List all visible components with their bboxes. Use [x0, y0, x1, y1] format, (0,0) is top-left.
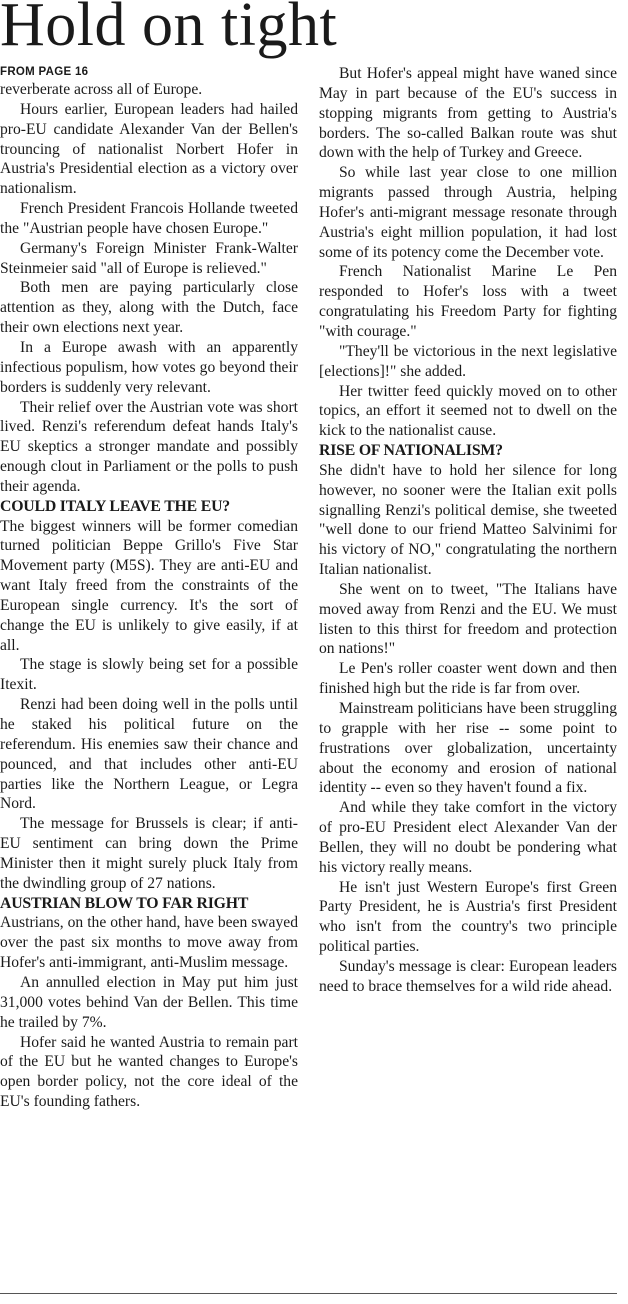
section-heading: COULD ITALY LEAVE THE EU? — [0, 497, 230, 515]
paragraph: "They'll be victorious in the next legislative [elections]!" she added. — [319, 342, 617, 380]
left-column-body — [0, 80, 298, 1112]
paragraph: Their relief over the Austrian vote was short lived. Renzi's referendum defeat hands Italy's EU skeptics a stronger mandate and possibly enough clout in Parliament or the polls to push their agenda. — [0, 398, 298, 495]
paragraph: Germany's Foreign Minister Frank-Walter Steinmeier said "all of Europe is relieved." — [0, 239, 298, 277]
paragraph: The biggest winners will be former comedian turned politician Beppe Grillo's Five Star Movement party (M5S). They are anti-EU and want Italy freed from the constraints of the European single currency. It's the sort of change the EU is unlikely to give easily, if at all. — [0, 517, 298, 654]
paragraph: The message for Brussels is clear; if anti-EU sentiment can bring down the Prime Minister then it might surely pluck Italy from the dwindling group of 27 nations. — [0, 815, 298, 892]
paragraph: Hours earlier, European leaders had hailed pro-EU candidate Alexander Van der Bellen's trouncing of nationalist Norbert Hofer in Austria's Presidential election as a victory over nationalism. — [0, 100, 298, 198]
paragraph: French Nationalist Marine Le Pen responded to Hofer's loss with a tweet congratulating his Freedom Party for fighting "with courage." — [319, 263, 617, 340]
right-column-body — [319, 64, 617, 997]
left-column — [0, 64, 298, 1112]
paragraph: French President Francois Hollande tweeted the "Austrian people have chosen Europe." — [0, 200, 298, 237]
section-heading: AUSTRIAN BLOW TO FAR RIGHT — [0, 894, 249, 912]
section-heading: RISE OF NATIONALISM? — [319, 442, 503, 460]
paragraph: He isn't just Western Europe's first Green Party President, he is Austria's first President who isn't from the country's two principle political parties. — [319, 878, 617, 956]
paragraph: Both men are paying particularly close attention as they, along with the Dutch, face their own elections next year. — [0, 279, 298, 337]
headline: Hold on tight — [0, 0, 338, 59]
paragraph: reverberate across all of Europe. — [0, 81, 203, 98]
paragraph: Renzi had been doing well in the polls until he staked his political future on the referendum. His enemies saw their chance and pounced, and that includes other anti-EU parties like the Northern League, or Legra Nord. — [0, 696, 298, 813]
paragraph: Mainstream politicians have been struggling to grapple with her rise -- some point to frustrations over globalization, uncertainty about the economy and erosion of national identity -- even so they haven't found a fix. — [319, 700, 617, 797]
paragraph: Her twitter feed quickly moved on to other topics, an effort it seemed not to dwell on the kick to the nationalist cause. — [319, 382, 617, 440]
paragraph: In a Europe awash with an apparently infectious populism, how votes go beyond their borders is suddenly very relevant. — [0, 338, 298, 396]
paragraph: And while they take comfort in the victory of pro-EU President elect Alexander Van der Bellen, they will no doubt be pondering what his victory really means. — [319, 799, 617, 876]
paragraph: So while last year close to one million migrants passed through Austria, helping Hofer's anti-migrant message resonate through Austria's eight million population, it had lost some of its potency come the December vote. — [319, 164, 617, 261]
paragraph: An annulled election in May put him just 31,000 votes behind Van der Bellen. This time he trailed by 7%. — [0, 973, 298, 1031]
paragraph: Austrians, on the other hand, have been swayed over the past six months to move away from Hofer's anti-immigrant, anti-Muslim message. — [0, 914, 298, 972]
continued-from-label: FROM PAGE 16 — [0, 66, 89, 78]
paragraph: Le Pen's roller coaster went down and then finished high but the ride is far from over. — [319, 660, 617, 698]
paragraph: She didn't have to hold her silence for long however, no sooner were the Italian exit polls signalling Renzi's political demise, she tweeted "well done to our friend Matteo Salvinimi for his victory of NO," congratulating the northern Italian nationalist. — [319, 461, 617, 579]
paragraph: Sunday's message is clear: European leaders need to brace themselves for a wild ride ahead. — [319, 957, 617, 995]
bottom-rule — [0, 1293, 617, 1294]
paragraph: She went on to tweet, "The Italians have moved away from Renzi and the EU. We must listen to this thirst for freedom and protection on nations!" — [319, 580, 617, 658]
paragraph: The stage is slowly being set for a possible Itexit. — [0, 656, 298, 694]
right-column — [319, 64, 617, 997]
paragraph: Hofer said he wanted Austria to remain part of the EU but he wanted changes to Europe's open border policy, not the core ideal of the EU's founding fathers. — [0, 1033, 298, 1111]
paragraph: But Hofer's appeal might have waned since May in part because of the EU's success in stopping migrants from getting to Austria's borders. The so-called Balkan route was shut down with the help of Turkey and Greece. — [319, 65, 617, 162]
